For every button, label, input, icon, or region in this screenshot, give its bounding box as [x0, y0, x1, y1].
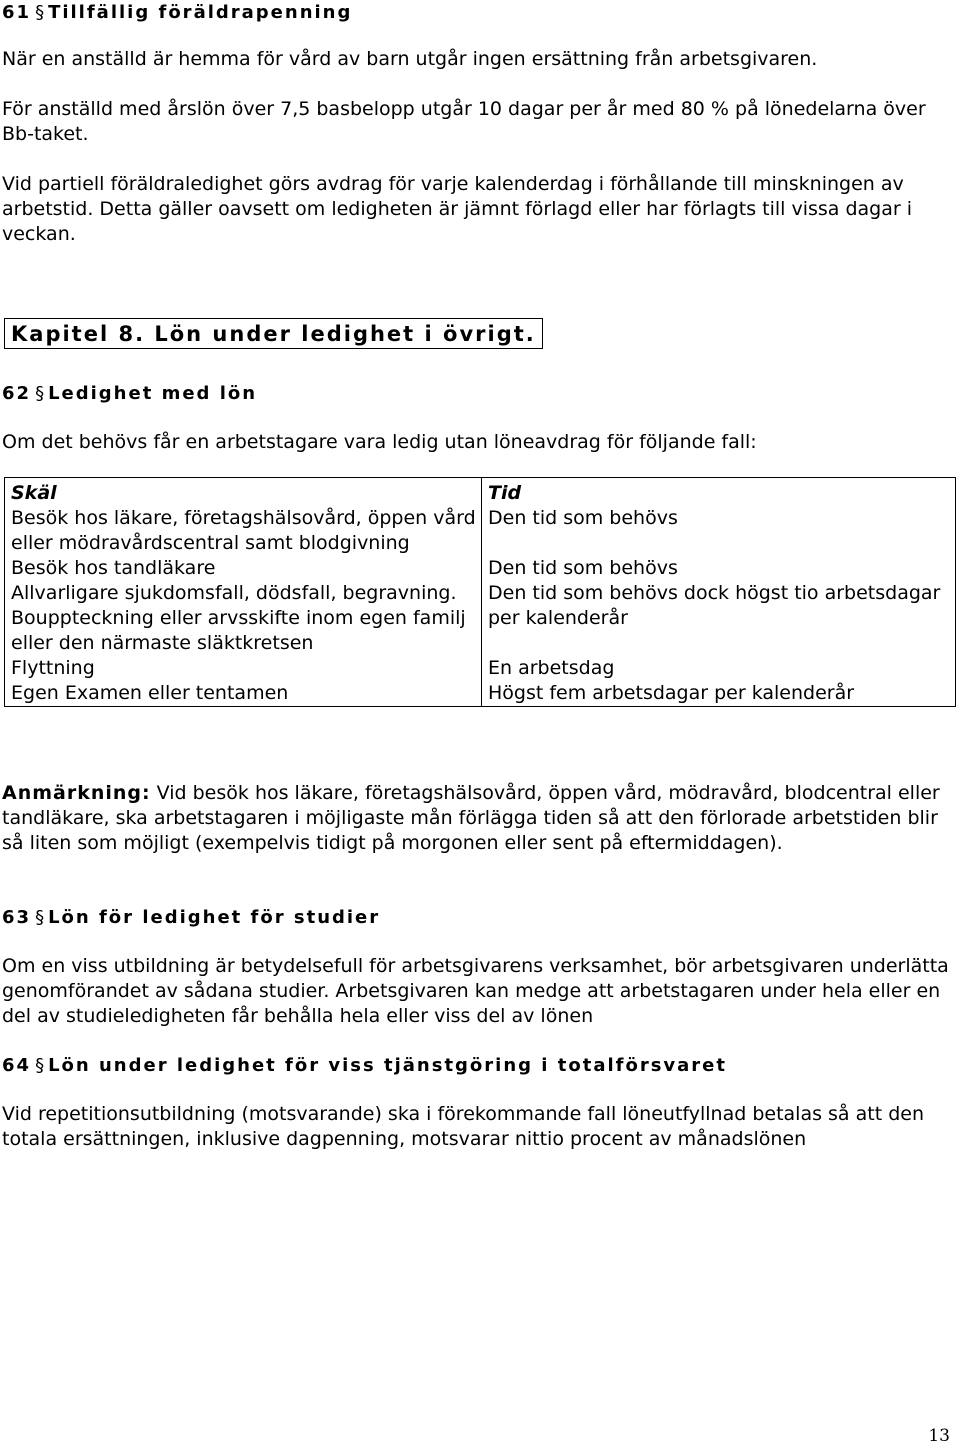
table-row: [5, 581, 956, 656]
chapter-heading: Kapitel 8. Lön under ledighet i övrigt.: [4, 318, 543, 349]
reason-cell: Allvarligare sjukdomsfall, dödsfall, begravning. Bouppteckning eller arvsskifte inom egen familj eller den närmaste släktkretsen: [5, 581, 482, 656]
time-cell: En arbetsdag: [488, 657, 615, 679]
time-cell: Den tid som behövs: [488, 507, 678, 529]
s64-paragraph-1: Vid repetitionsutbildning (motsvarande) ska i förekommande fall löneutfyllnad betalas så att den totala ersättningen, inklusive dagpenning, motsvarar nittio procent av månadslönen: [2, 1103, 924, 1150]
reason-cell: Egen Examen eller tentamen: [5, 681, 482, 707]
table-row: [5, 556, 956, 581]
reason-cell: Besök hos läkare, företagshälsovård, öppen vård eller mödravårdscentral samt blodgivning: [5, 506, 482, 556]
paragraph-symbol: §: [35, 383, 45, 404]
section-title: Ledighet med lön: [48, 383, 258, 404]
table-row: [5, 681, 956, 707]
time-cell: Högst fem arbetsdagar per kalenderår: [488, 682, 855, 704]
table-row: [5, 506, 956, 556]
reason-cell: Flyttning: [5, 656, 482, 681]
paragraph-symbol: §: [35, 907, 45, 928]
s62-intro: Om det behövs får en arbetstagare vara ledig utan löneavdrag för följande fall:: [2, 431, 757, 453]
time-cell: Den tid som behövs: [488, 557, 678, 579]
header-reason: Skäl: [5, 478, 482, 507]
note-label: Anmärkning:: [2, 782, 151, 804]
header-time: Tid: [488, 482, 522, 504]
section-63-heading: [2, 905, 380, 930]
s61-paragraph-3: Vid partiell föräldraledighet görs avdrag för varje kalenderdag i förhållande till minskningen av arbetstid. Detta gäller oavsett om ledigheten är jämnt förlagd eller har förlagts till vissa dagar i veckan.: [2, 173, 913, 245]
leave-table: [4, 477, 956, 707]
s61-paragraph-1: När en anställd är hemma för vård av barn utgår ingen ersättning från arbetsgivaren.: [2, 48, 818, 70]
section-64-heading: [2, 1053, 727, 1078]
s61-paragraph-2: För anställd med årslön över 7,5 basbelopp utgår 10 dagar per år med 80 % på lönedelarna över Bb-taket.: [2, 98, 926, 145]
time-cell: Den tid som behövs dock högst tio arbetsdagar per kalenderår: [488, 582, 941, 629]
section-number: 64: [2, 1055, 32, 1076]
section-title: Tillfällig föräldrapenning: [48, 2, 353, 23]
section-number: 63: [2, 907, 32, 928]
section-62-heading: [2, 381, 257, 406]
section-number: 61: [2, 2, 32, 23]
section-61-heading: [2, 0, 352, 25]
note-text: Vid besök hos läkare, företagshälsovård, öppen vård, mödravård, blodcentral eller tandläkare, ska arbetstagaren i möjligaste mån förlägga tiden så att den förlorade arbetstiden blir så liten som möjligt (exempelvis tidigt på morgonen eller sent på eftermiddagen).: [2, 782, 940, 854]
s63-paragraph-1: Om en viss utbildning är betydelsefull för arbetsgivarens verksamhet, bör arbetsgivaren underlätta genomförandet av sådana studier. Arbetsgivaren kan medge att arbetstagaren under hela eller en del av studieledigheten får behålla hela eller viss del av lönen: [2, 955, 949, 1027]
paragraph-symbol: §: [35, 1055, 45, 1076]
section-number: 62: [2, 383, 32, 404]
reason-cell: Besök hos tandläkare: [5, 556, 482, 581]
s62-note: [2, 781, 952, 856]
section-title: Lön för ledighet för studier: [48, 907, 381, 928]
paragraph-symbol: §: [35, 2, 45, 23]
section-title: Lön under ledighet för viss tjänstgöring i totalförsvaret: [48, 1055, 727, 1076]
table-header-row: [5, 478, 956, 507]
table-row: [5, 656, 956, 681]
page-number: 13: [928, 1426, 950, 1446]
